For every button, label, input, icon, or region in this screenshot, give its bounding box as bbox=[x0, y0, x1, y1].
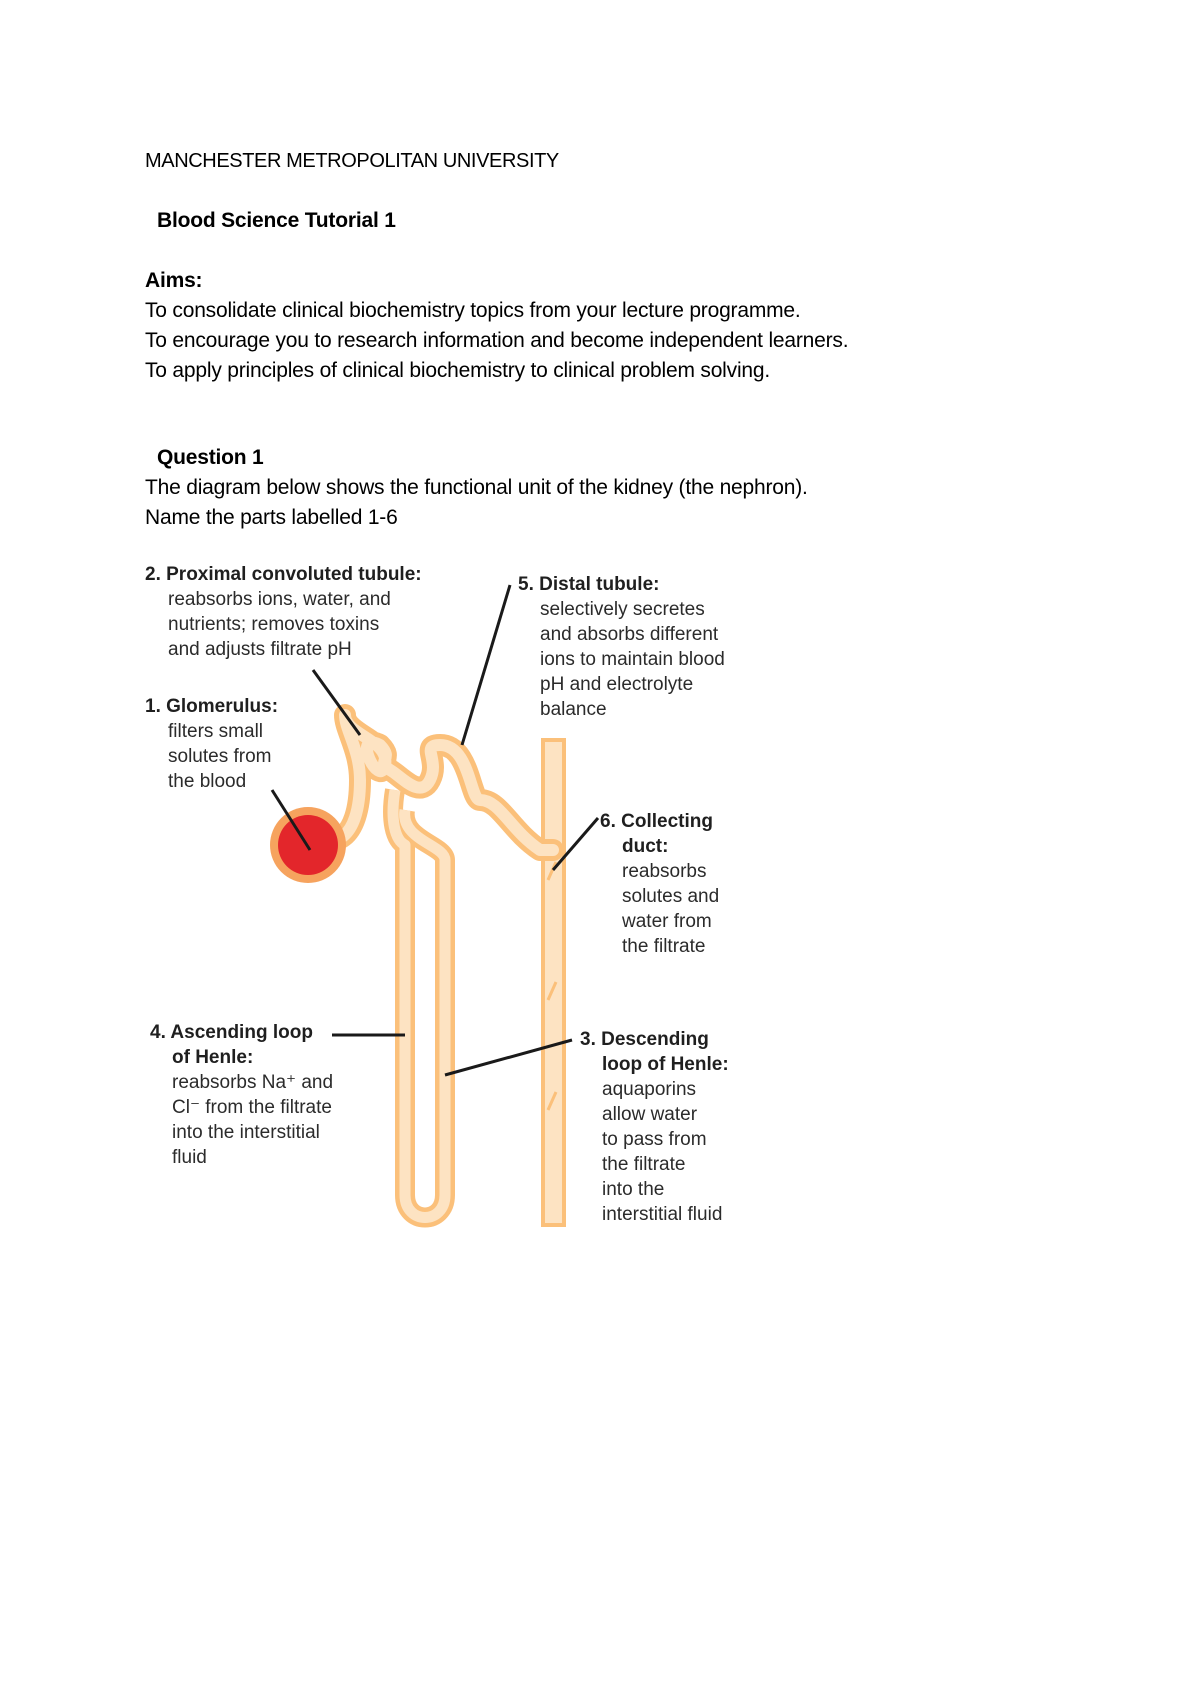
label-ascending-line: into the interstitial bbox=[172, 1122, 320, 1143]
label-proximal-title: 2. Proximal convoluted tubule: bbox=[145, 564, 422, 585]
aim-item: To apply principles of clinical biochemistry to clinical problem solving. bbox=[145, 359, 771, 382]
aim-item: To consolidate clinical biochemistry topics from your lecture programme. bbox=[145, 299, 801, 322]
label-ascending-line: Cl⁻ from the filtrate bbox=[172, 1097, 332, 1118]
label-glomerulus-line: filters small bbox=[168, 721, 264, 742]
label-distal-line: pH and electrolyte bbox=[540, 674, 694, 695]
question-text: Name the parts labelled 1-6 bbox=[145, 506, 398, 529]
label-descending-line: into the bbox=[602, 1179, 665, 1200]
label-collecting-title: 6. Collecting bbox=[600, 811, 713, 832]
nephron-tubule bbox=[320, 715, 553, 1218]
label-collecting-line: solutes and bbox=[622, 886, 720, 907]
collecting-duct bbox=[543, 740, 564, 1225]
question-text: The diagram below shows the functional unit of the kidney (the nephron). bbox=[145, 476, 808, 499]
label-proximal-line: nutrients; removes toxins bbox=[168, 614, 380, 635]
label-distal-line: ions to maintain blood bbox=[540, 649, 725, 670]
label-distal-line: balance bbox=[540, 699, 607, 720]
label-collecting-line: reabsorbs bbox=[622, 861, 707, 882]
label-distal-title: 5. Distal tubule: bbox=[518, 574, 660, 595]
university-name: MANCHESTER METROPOLITAN UNIVERSITY bbox=[145, 150, 559, 172]
label-descending-line: aquaporins bbox=[602, 1079, 697, 1100]
label-glomerulus-line: the blood bbox=[168, 771, 247, 792]
label-descending-title: 3. Descending bbox=[580, 1029, 709, 1050]
label-descending-line: allow water bbox=[602, 1104, 698, 1125]
label-distal-line: selectively secretes bbox=[540, 599, 705, 620]
label-glomerulus-title: 1. Glomerulus: bbox=[145, 696, 279, 717]
label-ascending-title: of Henle: bbox=[172, 1047, 254, 1068]
label-collecting-line: the filtrate bbox=[622, 936, 706, 957]
aims-heading: Aims: bbox=[145, 269, 203, 292]
label-descending-title: loop of Henle: bbox=[602, 1054, 729, 1075]
question-heading: Question 1 bbox=[157, 446, 264, 469]
label-ascending-title: 4. Ascending loop bbox=[150, 1022, 313, 1043]
label-glomerulus-line: solutes from bbox=[168, 746, 272, 767]
label-proximal-line: and adjusts filtrate pH bbox=[168, 639, 352, 660]
label-descending-line: the filtrate bbox=[602, 1154, 686, 1175]
tutorial-title: Blood Science Tutorial 1 bbox=[157, 209, 396, 232]
label-collecting-title: duct: bbox=[622, 836, 669, 857]
label-descending-line: to pass from bbox=[602, 1129, 707, 1150]
label-descending-line: interstitial fluid bbox=[602, 1204, 723, 1225]
label-distal-line: and absorbs different bbox=[540, 624, 719, 645]
label-ascending-line: fluid bbox=[172, 1147, 207, 1168]
label-proximal-line: reabsorbs ions, water, and bbox=[168, 589, 391, 610]
label-ascending-line: reabsorbs Na⁺ and bbox=[172, 1072, 334, 1093]
aim-item: To encourage you to research information and become independent learners. bbox=[145, 329, 849, 352]
label-collecting-line: water from bbox=[622, 911, 712, 932]
